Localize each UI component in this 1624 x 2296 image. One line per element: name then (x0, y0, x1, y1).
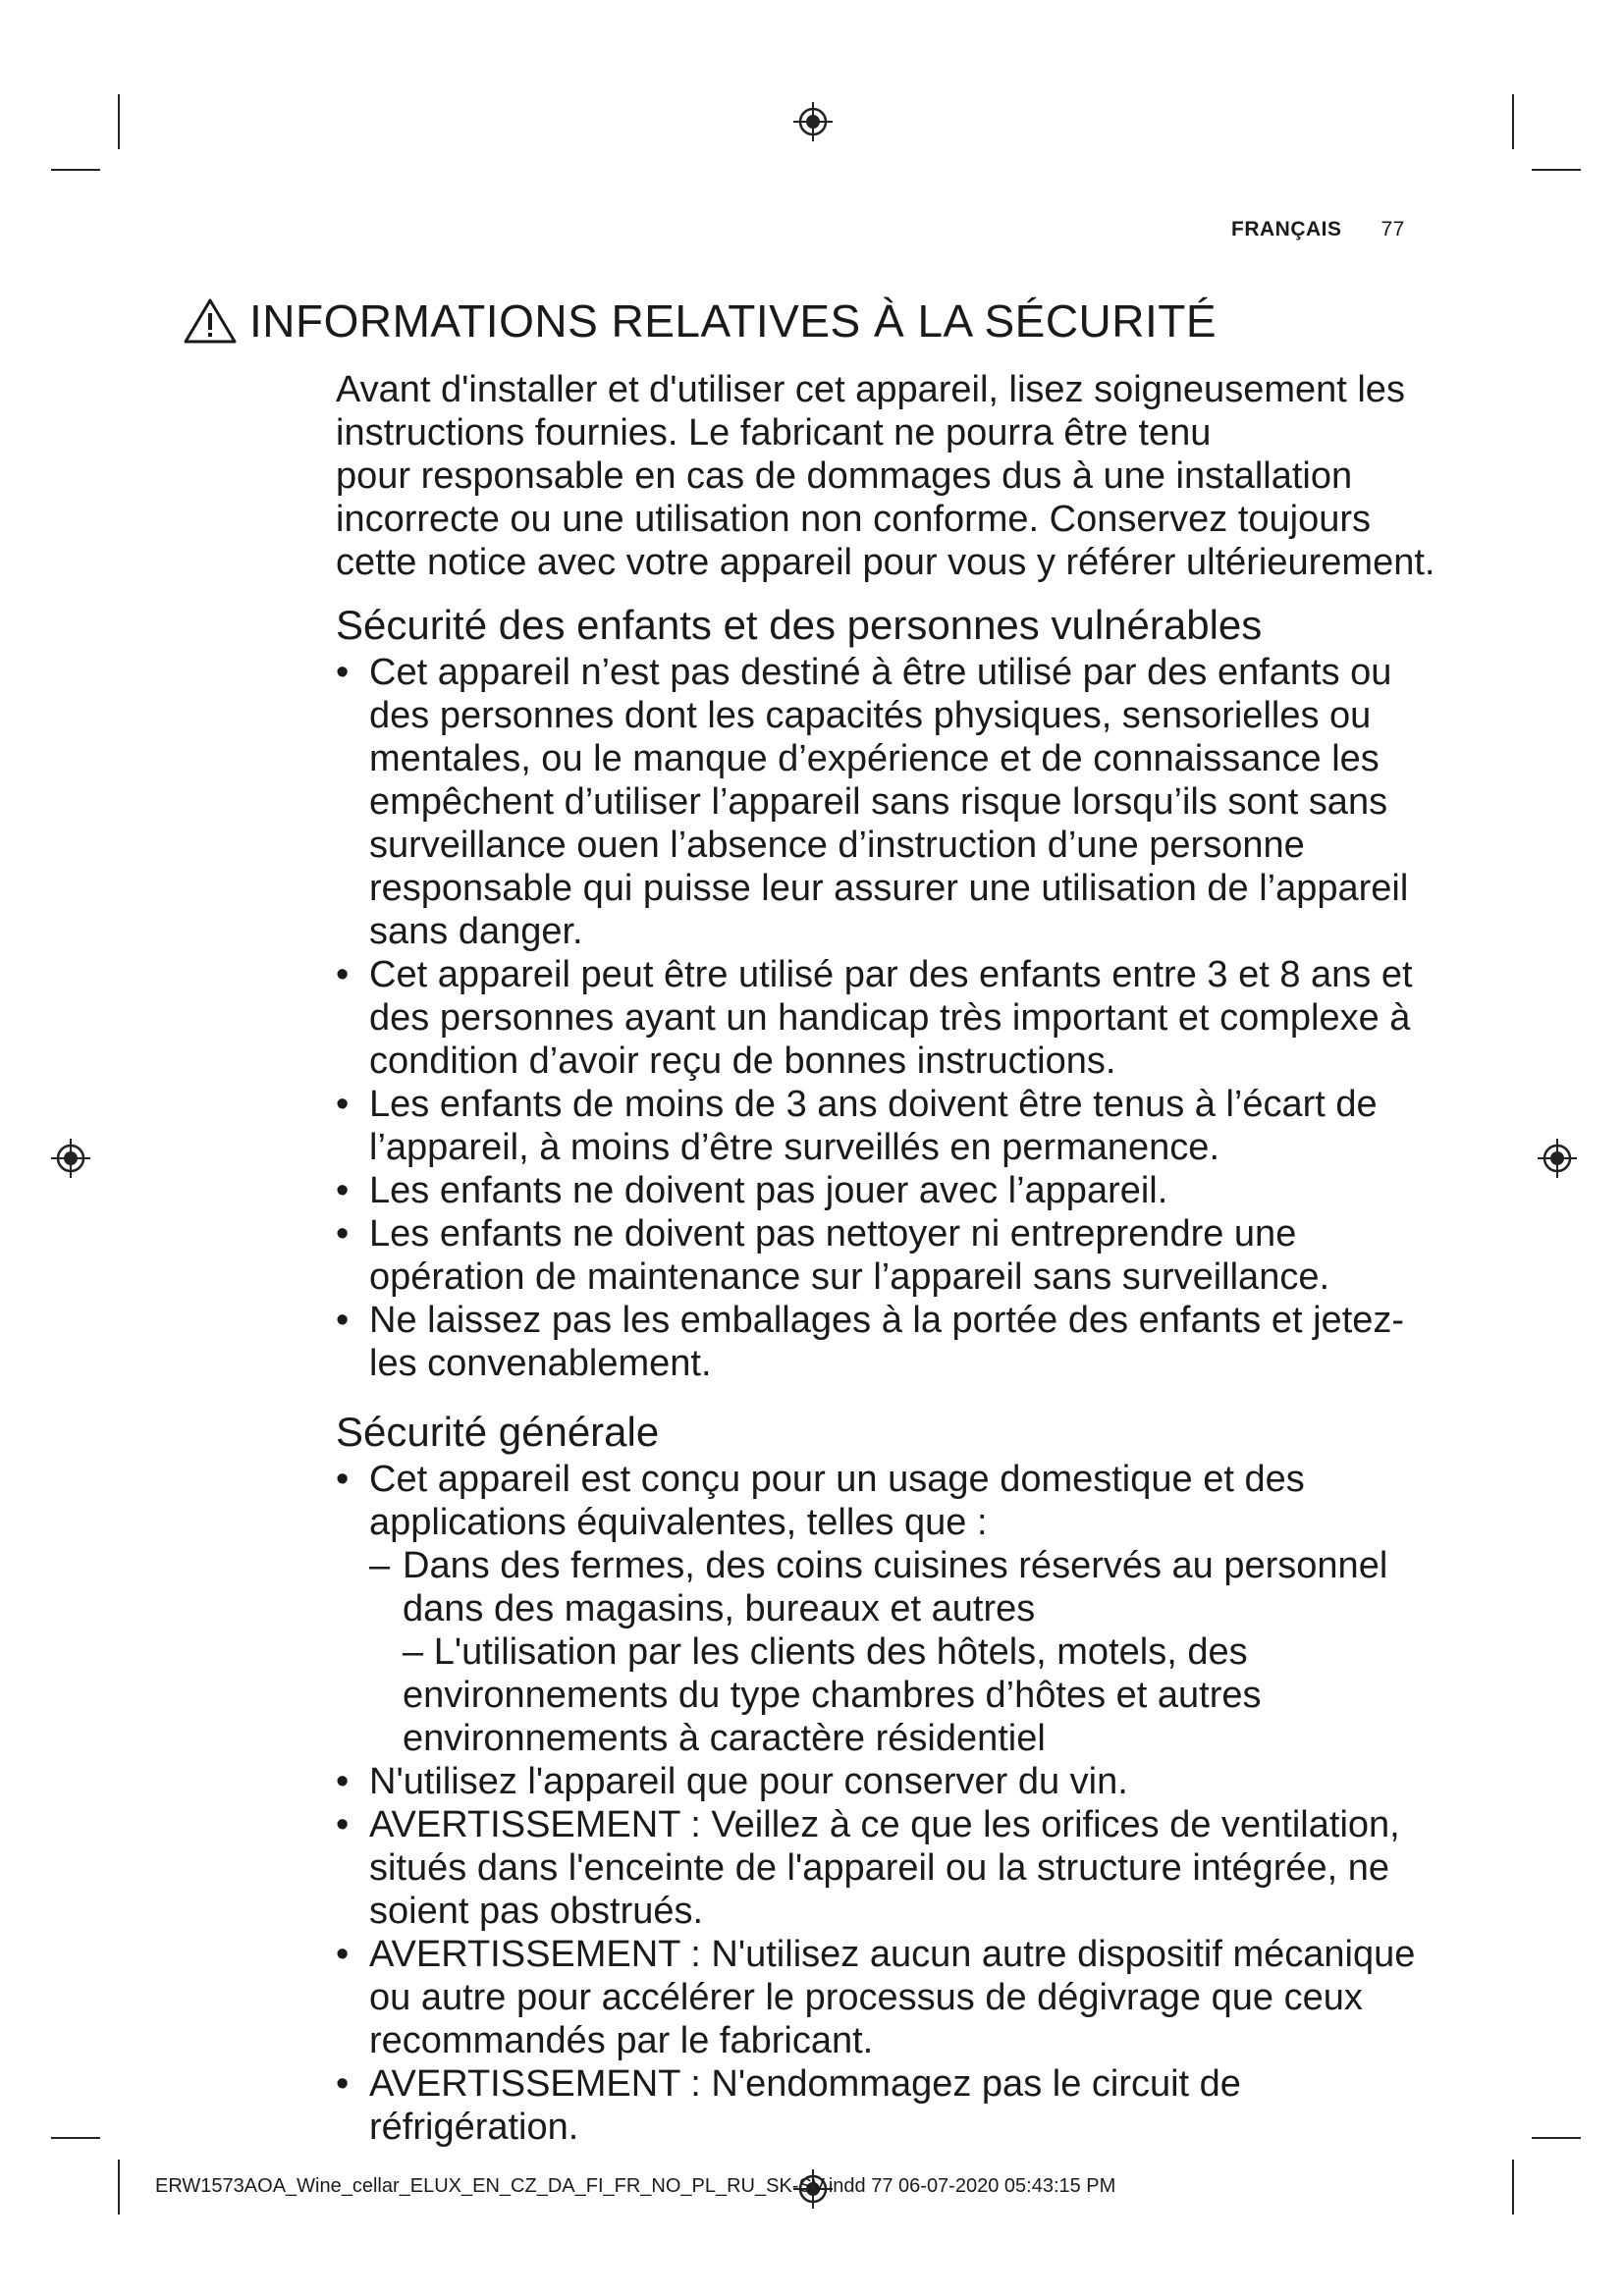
list-item: • Cet appareil n’est pas destiné à être utilisé par des enfants ou des personnes dont les capacités physiques, sensorielles ou mentales, ou le manque d’expérience et de connaissance les empêchent d’utiliser l’appareil sans risque lorsqu’ils sont sans surveillance ouen l’absence d’instruction d’une personne responsable qui puisse leur assurer une utilisation de l’appareil sans danger. (336, 651, 1435, 953)
list-item: • AVERTISSEMENT : Veillez à ce que les orifices de ventilation, situés dans l'enceinte de l'appareil ou la structure intégrée, ne soient pas obstrués. (336, 1803, 1435, 1933)
list-item: • Cet appareil peut être utilisé par des enfants entre 3 et 8 ans et des personnes ayant un handicap très important et complexe à condition d’avoir reçu de bonnes instructions. (336, 953, 1435, 1083)
list-item: • AVERTISSEMENT : N'endommagez pas le circuit de réfrigération. (336, 2062, 1435, 2149)
section-title-children-safety: Sécurité des enfants et des personnes vulnérables (336, 602, 1263, 648)
sub-list-item-text: Dans des fermes, des coins cuisines réservés au personnel dans des magasins, bureaux et autres (403, 1545, 1388, 1629)
crop-mark-bottom-left-v (118, 2160, 120, 2215)
intro-line: pour responsable en cas de dommages dus à une installation (336, 455, 1353, 497)
crop-mark-top-right-v (1512, 94, 1514, 149)
title-text: INFORMATIONS RELATIVES À LA SÉCURITÉ (249, 295, 1218, 347)
intro-line: Avant d'installer et d'utiliser cet appareil, lisez soigneusement les (336, 369, 1405, 410)
list-item: • Les enfants de moins de 3 ans doivent être tenus à l’écart de l’appareil, à moins d’être surveillés en permanence. (336, 1083, 1435, 1169)
list-item: • Ne laissez pas les emballages à la portée des enfants et jetez-les convenablement. (336, 1299, 1435, 1385)
list-item (336, 1458, 1435, 1760)
list-item-text: Cet appareil est conçu pour un usage domestique et des applications équivalentes, telles que : (369, 1459, 1305, 1543)
sub-list (369, 1544, 1435, 1760)
section-title-general-safety: Sécurité générale (336, 1409, 660, 1455)
crop-mark-top-left-v (118, 94, 120, 149)
sub-list-item-text: – L'utilisation par les clients des hôtels, motels, des environnements du type chambres d’hôtes et autres environnements à caractère résidentiel (403, 1631, 1262, 1759)
children-safety-list (336, 651, 1435, 1385)
main-content (336, 368, 1435, 2149)
intro-line: instructions fournies. Le fabricant ne pourra être tenu (336, 412, 1212, 454)
intro-line: incorrecte ou une utilisation non conforme. Conservez toujours (336, 499, 1372, 540)
print-slug: ERW1573AOA_Wine_cellar_ELUX_EN_CZ_DA_FI_FR_NO_PL_RU_SK-SV.indd 77 06-07-2020 05:43:15 PM (155, 2175, 1116, 2197)
page-header (1231, 218, 1405, 241)
page-title (183, 294, 1217, 347)
registration-mark-right-icon (1536, 1137, 1579, 1180)
list-item: • Les enfants ne doivent pas nettoyer ni entreprendre une opération de maintenance sur l’appareil sans surveillance. (336, 1212, 1435, 1299)
crop-mark-bottom-right-h (1532, 2137, 1581, 2139)
list-item: • AVERTISSEMENT : N'utilisez aucun autre dispositif mécanique ou autre pour accélérer le processus de dégivrage que ceux recommandés par le fabricant. (336, 1933, 1435, 2062)
list-item: • N'utilisez l'appareil que pour conserver du vin. (336, 1760, 1435, 1803)
crop-mark-bottom-right-v (1512, 2160, 1514, 2215)
crop-mark-top-right-h (1532, 169, 1581, 171)
crop-mark-bottom-left-h (51, 2137, 100, 2139)
registration-mark-left-icon (49, 1137, 92, 1180)
crop-mark-top-left-h (51, 169, 100, 171)
general-safety-list (336, 1458, 1435, 2149)
registration-mark-top-icon (791, 100, 835, 143)
intro-paragraph (336, 368, 1435, 584)
list-item: • Les enfants ne doivent pas jouer avec l’appareil. (336, 1169, 1435, 1212)
page-number: 77 (1380, 218, 1405, 240)
warning-triangle-icon (183, 296, 238, 346)
sub-list-item (369, 1544, 1435, 1760)
language-label: FRANÇAIS (1231, 218, 1342, 240)
intro-line: cette notice avec votre appareil pour vous y référer ultérieurement. (336, 542, 1435, 583)
